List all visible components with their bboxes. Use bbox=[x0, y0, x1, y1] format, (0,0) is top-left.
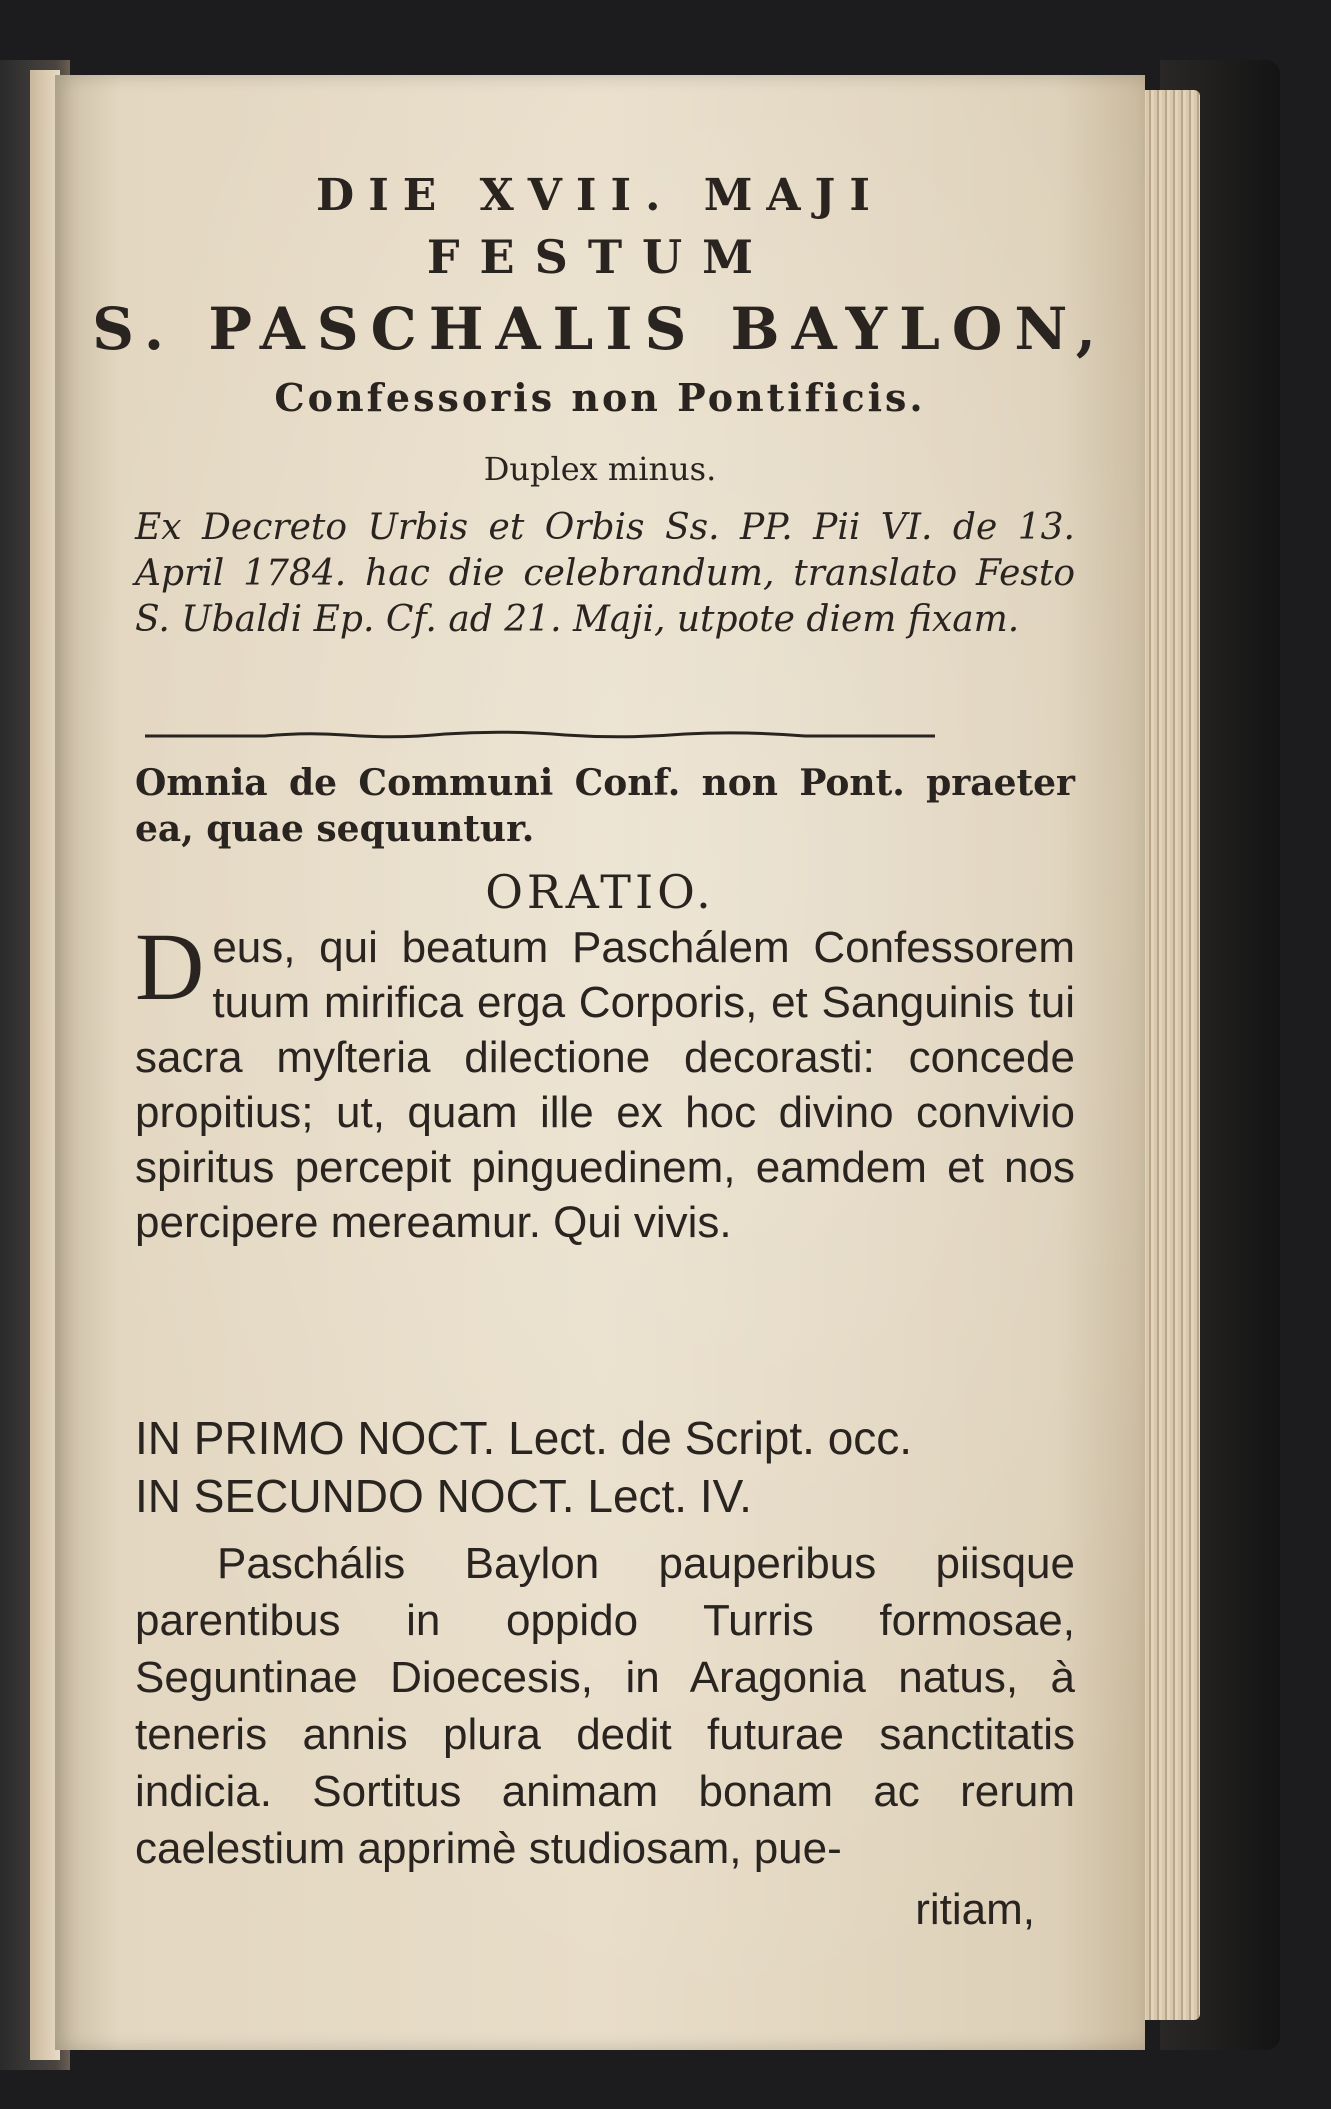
rubric-paragraph: Omnia de Communi Conf. non Pont. praeter ea, quae sequuntur. bbox=[135, 762, 1075, 850]
catchword: ritiam, bbox=[915, 1885, 1035, 1934]
oratio-body: eus, qui beatum Paschálem Confessorem tuum mirifica erga Corporis, et Sanguinis tui sacra myſteria dilectione decorasti: concede propitius; ut, quam ille ex hoc divino convivio spiritus percepit pinguedinem, eamdem et nos percipere mereamur. Qui vivis. bbox=[135, 923, 1075, 1247]
feast-rank: Duplex minus. bbox=[483, 450, 717, 488]
drop-cap: D bbox=[135, 913, 205, 1020]
confessor-subheading: Confessoris non Pontificis. bbox=[274, 375, 926, 420]
second-nocturn-heading: IN SECUNDO NOCT. Lect. IV. bbox=[135, 1470, 752, 1522]
oratio-text bbox=[135, 913, 1075, 1250]
lectio-paragraph: Paschális Baylon pauperibus piisque parentibus in oppido Turris formosae, Seguntinae Dioecesis, in Aragonia natus, à teneris annis plura dedit futurae sanctitatis indicia. Sortitus animam bonam ac rerum caelestium apprimè studiosam, pue- bbox=[135, 1539, 1075, 1873]
ornamental-rule bbox=[145, 730, 935, 740]
oratio-heading: ORATIO. bbox=[485, 865, 715, 919]
festum-heading: FESTUM bbox=[426, 230, 774, 284]
feast-date: DIE XVII. MAJI bbox=[316, 170, 884, 221]
book-page bbox=[55, 75, 1145, 2050]
saint-name-heading: S. PASCHALIS BAYLON, bbox=[92, 295, 1108, 363]
decree-paragraph: Ex Decreto Urbis et Orbis Ss. PP. Pii VI. de 13. April 1784. hac die celebrandum, translato Festo S. Ubaldi Ep. Cf. ad 21. Maji, utpote diem fixam. bbox=[135, 507, 1075, 640]
first-nocturn-heading: IN PRIMO NOCT. Lect. de Script. occ. bbox=[135, 1412, 913, 1464]
